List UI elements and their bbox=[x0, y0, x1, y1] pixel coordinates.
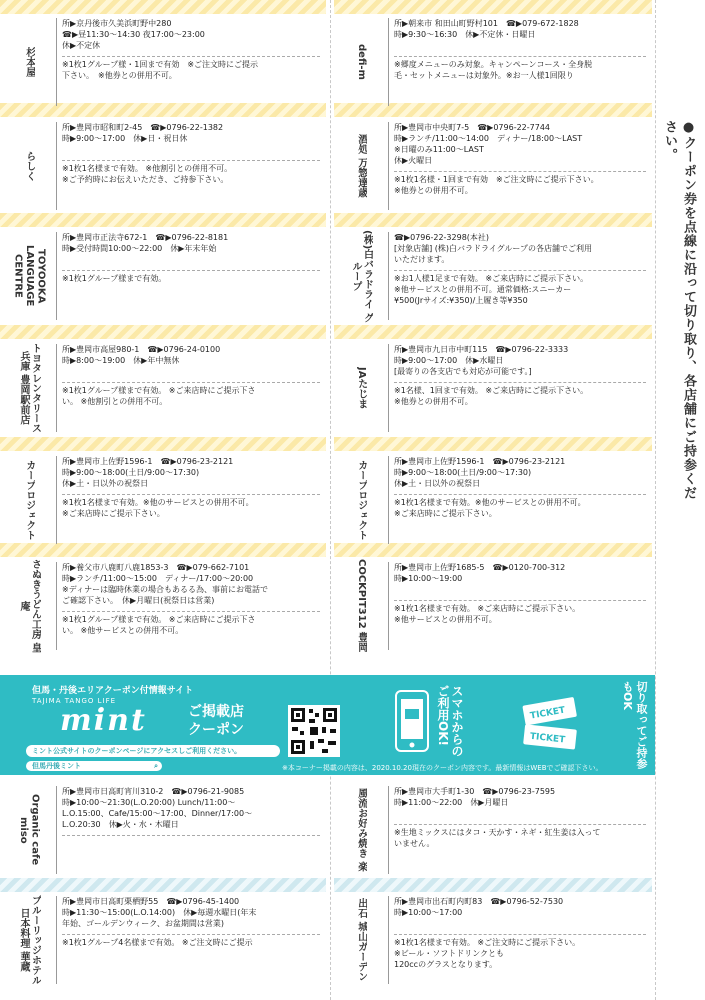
separator bbox=[394, 600, 646, 601]
divider bbox=[388, 232, 389, 320]
divider bbox=[388, 122, 389, 210]
coupon-terms bbox=[62, 163, 320, 185]
coupon-card[interactable] bbox=[4, 452, 326, 548]
terms-line: ※1枚1グループ様まで有効。 ※ご来店時にご提示下さ bbox=[62, 615, 256, 624]
info-line: 時▶ランチ/11:00〜15:00 ディナー/17:00〜20:00 bbox=[62, 574, 254, 583]
coupon-terms bbox=[62, 497, 320, 519]
info-line: 時▶10:00〜17:00 bbox=[394, 908, 463, 917]
shop-info bbox=[394, 232, 646, 265]
info-line: 所▶豊岡市日高町宵川310-2 ☎▶0796-21-9085 bbox=[62, 787, 245, 796]
terms-line: ※1枚1名様まで有効。※他のサービスとの併用不可。 bbox=[394, 498, 586, 507]
terms-line: ※1枚1名様まで有効。※他のサービスとの併用不可。 bbox=[62, 498, 254, 507]
banner-headline-2: クーポン bbox=[188, 722, 244, 738]
info-line: 時▶9:00〜18:00(土日/9:00〜17:30) bbox=[394, 468, 532, 477]
coupon-card[interactable] bbox=[4, 892, 326, 988]
info-line: 所▶豊岡市上佐野1596-1 ☎▶0796-23-2121 bbox=[62, 457, 234, 466]
coupon-terms bbox=[394, 385, 646, 407]
info-line: 所▶豊岡市出石町内町83 ☎▶0796-52-7530 bbox=[394, 897, 564, 906]
shop-name: Organic cafe miso bbox=[18, 794, 41, 866]
divider bbox=[56, 786, 57, 874]
perforation-stripe bbox=[334, 437, 652, 451]
shop-name: 風流お好み焼き 楽 bbox=[355, 788, 367, 872]
shop-name: COCKPIT312 豊岡 bbox=[355, 559, 367, 653]
perforation-stripe bbox=[0, 0, 326, 14]
divider bbox=[56, 896, 57, 984]
terms-line: ¥500(Jrサイズ:¥350)/上履き等¥350 bbox=[394, 296, 528, 305]
separator bbox=[394, 934, 646, 935]
banner-subtitle: TAJIMA TANGO LIFE bbox=[32, 697, 117, 705]
terms-line: ※生地ミックスにはタコ・天かす・ネギ・紅生姜は入って bbox=[394, 828, 601, 837]
shop-name: カープロジェクト bbox=[23, 460, 35, 540]
search-keyword: 但馬丹後ミント bbox=[32, 762, 81, 770]
coupon-card[interactable] bbox=[336, 228, 652, 324]
separator bbox=[394, 56, 646, 57]
coupon-terms bbox=[62, 59, 320, 81]
separator bbox=[394, 824, 646, 825]
shop-name: (株)白バラドライ グループ bbox=[350, 229, 373, 323]
info-line: ☎▶0796-22-3298(本社) bbox=[394, 233, 490, 242]
search-icon: ⌕ bbox=[154, 762, 158, 770]
info-line: [最寄りの各支店でも対応が可能です。] bbox=[394, 367, 532, 376]
terms-line: ※ご来店時にご提示下さい。 bbox=[62, 509, 165, 518]
smartphone-icon bbox=[392, 689, 432, 753]
terms-line: ※1枚1グループ様まで有効。 bbox=[62, 274, 167, 283]
info-line: 時▶受付時間10:00〜22:00 休▶年末年始 bbox=[62, 244, 217, 253]
terms-line: い。 ※他サービスとの併用不可。 bbox=[62, 626, 184, 635]
shop-info bbox=[394, 456, 646, 489]
shop-name: 出石 城山ガーデン bbox=[355, 898, 367, 982]
search-box[interactable] bbox=[26, 761, 162, 771]
column-divider bbox=[330, 0, 331, 1000]
coupon-card[interactable] bbox=[336, 558, 652, 654]
perforation-stripe bbox=[0, 437, 326, 451]
shop-name: TOYOOKA LANGUAGE CENTRE bbox=[12, 245, 47, 307]
perforation-stripe bbox=[0, 878, 326, 892]
info-line: 時▶9:00〜17:00 休▶日・祝日休 bbox=[62, 134, 188, 143]
info-line: 所▶豊岡市中央町7-5 ☎▶0796-22-7744 bbox=[394, 123, 551, 132]
perforation-stripe bbox=[0, 213, 326, 227]
cut-ok-text: 切り取ってご持参もOK bbox=[621, 681, 648, 769]
coupon-card[interactable] bbox=[336, 892, 652, 988]
divider bbox=[388, 344, 389, 432]
separator bbox=[62, 382, 320, 383]
coupon-card[interactable] bbox=[4, 782, 326, 878]
info-line: 所▶京丹後市久美浜町野中280 bbox=[62, 19, 172, 28]
banner-footnote: ※本コーナー掲載の内容は、2020.10.20現在のクーポン内容です。最新情報はWEBでご確認下さい。 bbox=[282, 764, 603, 772]
qr-code[interactable] bbox=[288, 705, 340, 757]
svg-text:TICKET: TICKET bbox=[529, 731, 566, 746]
coupon-terms bbox=[394, 827, 646, 849]
shop-name: らしく bbox=[23, 151, 35, 181]
coupon-terms bbox=[394, 273, 646, 306]
terms-line: ※1枚1グループ様・1回まで有効 ※ご注文時にご提示 bbox=[62, 60, 259, 69]
shop-name: トヨタレンタリース兵庫 豊岡駅前店 bbox=[18, 343, 41, 433]
info-line: ※日曜のみ11:00〜LAST bbox=[394, 145, 484, 154]
coupon-terms bbox=[394, 937, 646, 970]
shop-info bbox=[62, 18, 320, 51]
info-line: 休▶土・日以外の祝祭日 bbox=[394, 479, 481, 488]
shop-info bbox=[62, 786, 320, 830]
shop-info bbox=[62, 122, 320, 144]
coupon-card[interactable] bbox=[336, 452, 652, 548]
terms-line: ※他サービスとの併用不可。 bbox=[394, 615, 497, 624]
divider bbox=[56, 562, 57, 650]
terms-line: ※お1人様1足まで有効。 ※ご来店時にご提示下さい。 bbox=[394, 274, 589, 283]
divider bbox=[388, 18, 389, 106]
terms-line: ※ビール・ソフトドリンクとも bbox=[394, 949, 505, 958]
terms-line: ※他券との併用不可。 bbox=[394, 186, 473, 195]
cut-line bbox=[655, 0, 656, 1000]
info-line: 所▶豊岡市上佐野1596-1 ☎▶0796-23-2121 bbox=[394, 457, 566, 466]
shop-name: 杉本屋 bbox=[23, 47, 35, 77]
info-line: ご確認下さい。 休▶月曜日(祝祭日は営業) bbox=[62, 596, 215, 605]
separator bbox=[62, 270, 320, 271]
divider bbox=[388, 456, 389, 544]
access-instruction: ミント公式サイトのクーポンページにアクセスしご利用ください。 bbox=[26, 745, 280, 757]
divider bbox=[56, 122, 57, 210]
info-line: ※ディナーは臨時休業の場合もあるる為、事前にお電話で bbox=[62, 585, 269, 594]
divider bbox=[56, 456, 57, 544]
terms-line: ※ご予約時にお伝えいただき、ご持参下さい。 bbox=[62, 175, 229, 184]
coupon-card[interactable] bbox=[336, 118, 652, 214]
perforation-stripe bbox=[0, 325, 326, 339]
info-line: 時▶9:00〜17:00 休▶水曜日 bbox=[394, 356, 504, 365]
terms-line: ※郷度メニューのみ対象。キャンペーンコース・全身脱 bbox=[394, 60, 593, 69]
info-line: 所▶豊岡市日高町栗栖野55 ☎▶0796-45-1400 bbox=[62, 897, 240, 906]
svg-text:TICKET: TICKET bbox=[529, 705, 567, 722]
shop-info bbox=[62, 232, 320, 254]
separator bbox=[62, 56, 320, 57]
coupon-terms bbox=[394, 174, 646, 196]
shop-info bbox=[394, 344, 646, 377]
banner-headline-1: ご掲載店 bbox=[188, 704, 244, 720]
separator bbox=[394, 270, 646, 271]
terms-line: ※1枚1名様まで有効。 ※ご注文時にご提示下さい。 bbox=[394, 938, 581, 947]
terms-line: い。 ※他割引との併用不可。 bbox=[62, 397, 168, 406]
terms-line: ※1枚1名様・1回まで有効 ※ご注文時にご提示下さい。 bbox=[394, 175, 599, 184]
terms-line: ※ご来店時にご提示下さい。 bbox=[394, 509, 497, 518]
mint-banner bbox=[0, 675, 655, 775]
info-line: 時▶10:00〜19:00 bbox=[394, 574, 463, 583]
divider bbox=[56, 232, 57, 320]
terms-line: ※1枚1名様まで有効。 ※ご来店時にご提示下さい。 bbox=[394, 604, 581, 613]
separator bbox=[62, 160, 320, 161]
coupon-card[interactable] bbox=[336, 782, 652, 878]
ticket-icon bbox=[520, 693, 582, 755]
info-line: 休▶土・日以外の祝祭日 bbox=[62, 479, 149, 488]
shop-info bbox=[62, 562, 320, 606]
info-line: 所▶豊岡市上佐野1685-5 ☎▶0120-700-312 bbox=[394, 563, 566, 572]
info-line: 時▶9:00〜18:00(土日/9:00〜17:30) bbox=[62, 468, 200, 477]
info-line: 所▶朝来市 和田山町野村101 ☎▶079-672-1828 bbox=[394, 19, 579, 28]
perforation-stripe bbox=[334, 325, 652, 339]
shop-info bbox=[394, 896, 646, 918]
coupon-card[interactable] bbox=[4, 228, 326, 324]
shop-info bbox=[62, 344, 320, 366]
mint-logo: mint bbox=[60, 703, 147, 738]
info-line: 所▶豊岡市昭和町2-45 ☎▶0796-22-1382 bbox=[62, 123, 224, 132]
info-line: ☎▶昼11:30〜14:30 夜17:00〜23:00 bbox=[62, 30, 205, 39]
terms-line: ※1枚1名様まで有効。 ※他割引との併用不可。 bbox=[62, 164, 233, 173]
shop-info bbox=[62, 456, 320, 489]
perforation-stripe bbox=[334, 213, 652, 227]
coupon-terms bbox=[62, 385, 320, 407]
shop-info bbox=[394, 786, 646, 808]
smartphone-ok-text: スマホからのご利用OK! bbox=[436, 685, 464, 757]
coupon-card[interactable] bbox=[4, 14, 326, 110]
shop-name: カープロジェクト bbox=[355, 460, 367, 540]
info-line: 時▶9:30〜16:30 休▶不定休・日曜日 bbox=[394, 30, 536, 39]
divider bbox=[56, 18, 57, 106]
terms-line: ※他サービスとの併用不可。通常価格:スニーカー bbox=[394, 285, 572, 294]
terms-line: 下さい。 ※他券との併用不可。 bbox=[62, 71, 177, 80]
info-line: [対象店舗] (株)白バラドライグループの各店舗でご利用 bbox=[394, 244, 592, 253]
separator bbox=[62, 835, 320, 836]
coupon-card[interactable] bbox=[336, 14, 652, 110]
info-line: 年始、ゴールデンウィーク、お盆期間は営業) bbox=[62, 919, 224, 928]
coupon-terms bbox=[62, 937, 320, 948]
info-line: 時▶ランチ/11:00〜14:00 ディナー/18:00〜LAST bbox=[394, 134, 583, 143]
shop-name: 酒処 万惣達歳 bbox=[355, 134, 367, 198]
info-line: 所▶養父市八鹿町八鹿1853-3 ☎▶079-662-7101 bbox=[62, 563, 250, 572]
terms-line: 120ccのグラスとなります。 bbox=[394, 960, 498, 969]
separator bbox=[394, 382, 646, 383]
coupon-terms bbox=[394, 497, 646, 519]
terms-line: ※1名様、1回まで有効。 ※ご来店時にご提示下さい。 bbox=[394, 386, 589, 395]
shop-info bbox=[394, 18, 646, 40]
info-line: 所▶豊岡市高屋980-1 ☎▶0796-24-0100 bbox=[62, 345, 221, 354]
side-instruction: ●クーポン券を点線に沿って切り取り、各店舗にご持参ください。 bbox=[662, 120, 696, 500]
terms-line: ※1枚1グループ4名様まで有効。 ※ご注文時にご提示 bbox=[62, 938, 253, 947]
info-line: 時▶11:00〜22:00 休▶月曜日 bbox=[394, 798, 509, 807]
coupon-terms bbox=[394, 59, 646, 81]
coupon-card[interactable] bbox=[4, 118, 326, 214]
terms-line: いません。 bbox=[394, 839, 435, 848]
shop-name: さぬきうどん工房 皇庵 bbox=[18, 559, 41, 653]
separator bbox=[394, 494, 646, 495]
terms-line: 毛・セットメニューは対象外。※お一人様1回限り bbox=[394, 71, 574, 80]
shop-info bbox=[62, 896, 320, 929]
divider bbox=[388, 896, 389, 984]
info-line: 時▶11:30〜15:00(L.O.14:00) 休▶毎週水曜日(年末 bbox=[62, 908, 257, 917]
info-line: 所▶豊岡市正法寺672-1 ☎▶0796-22-8181 bbox=[62, 233, 229, 242]
shop-name: JAたじま bbox=[355, 367, 367, 409]
info-line: 時▶8:00〜19:00 休▶年中無休 bbox=[62, 356, 180, 365]
coupon-terms bbox=[394, 603, 646, 625]
banner-title: 但馬・丹後エリアクーポン付情報サイト bbox=[32, 686, 194, 696]
separator bbox=[62, 934, 320, 935]
info-line: 時▶10:00〜21:30(L.O.20:00) Lunch/11:00〜 bbox=[62, 798, 236, 807]
coupon-card[interactable] bbox=[4, 340, 326, 436]
perforation-stripe bbox=[334, 878, 652, 892]
divider bbox=[56, 344, 57, 432]
info-line: 休▶不定休 bbox=[62, 41, 101, 50]
info-line: 所▶豊岡市大手町1-30 ☎▶0796-23-7595 bbox=[394, 787, 556, 796]
coupon-terms bbox=[62, 614, 320, 636]
perforation-stripe bbox=[334, 0, 652, 14]
separator bbox=[62, 611, 320, 612]
terms-line: ※他券との併用不可。 bbox=[394, 397, 473, 406]
info-line: L.O.20:30 休▶火・水・木曜日 bbox=[62, 820, 179, 829]
terms-line: ※1枚1グループ様まで有効。 ※ご来店時にご提示下さ bbox=[62, 386, 256, 395]
shop-name: ブルーリッジホテル 日本料理 華蔵 bbox=[18, 895, 41, 985]
shop-info bbox=[394, 562, 646, 584]
divider bbox=[388, 786, 389, 874]
info-line: 所▶豊岡市九日市中町115 ☎▶0796-22-3333 bbox=[394, 345, 569, 354]
coupon-terms bbox=[62, 273, 320, 284]
shop-info bbox=[394, 122, 646, 166]
shop-name: defi-m bbox=[355, 44, 367, 80]
separator bbox=[62, 494, 320, 495]
coupon-card[interactable] bbox=[4, 558, 326, 654]
info-line: いただけます。 bbox=[394, 255, 450, 264]
coupon-card[interactable] bbox=[336, 340, 652, 436]
info-line: L.O.15:00、Cafe/15:00〜17:00、Dinner/17:00〜 bbox=[62, 809, 253, 818]
info-line: 休▶火曜日 bbox=[394, 156, 433, 165]
separator bbox=[394, 171, 646, 172]
divider bbox=[388, 562, 389, 650]
